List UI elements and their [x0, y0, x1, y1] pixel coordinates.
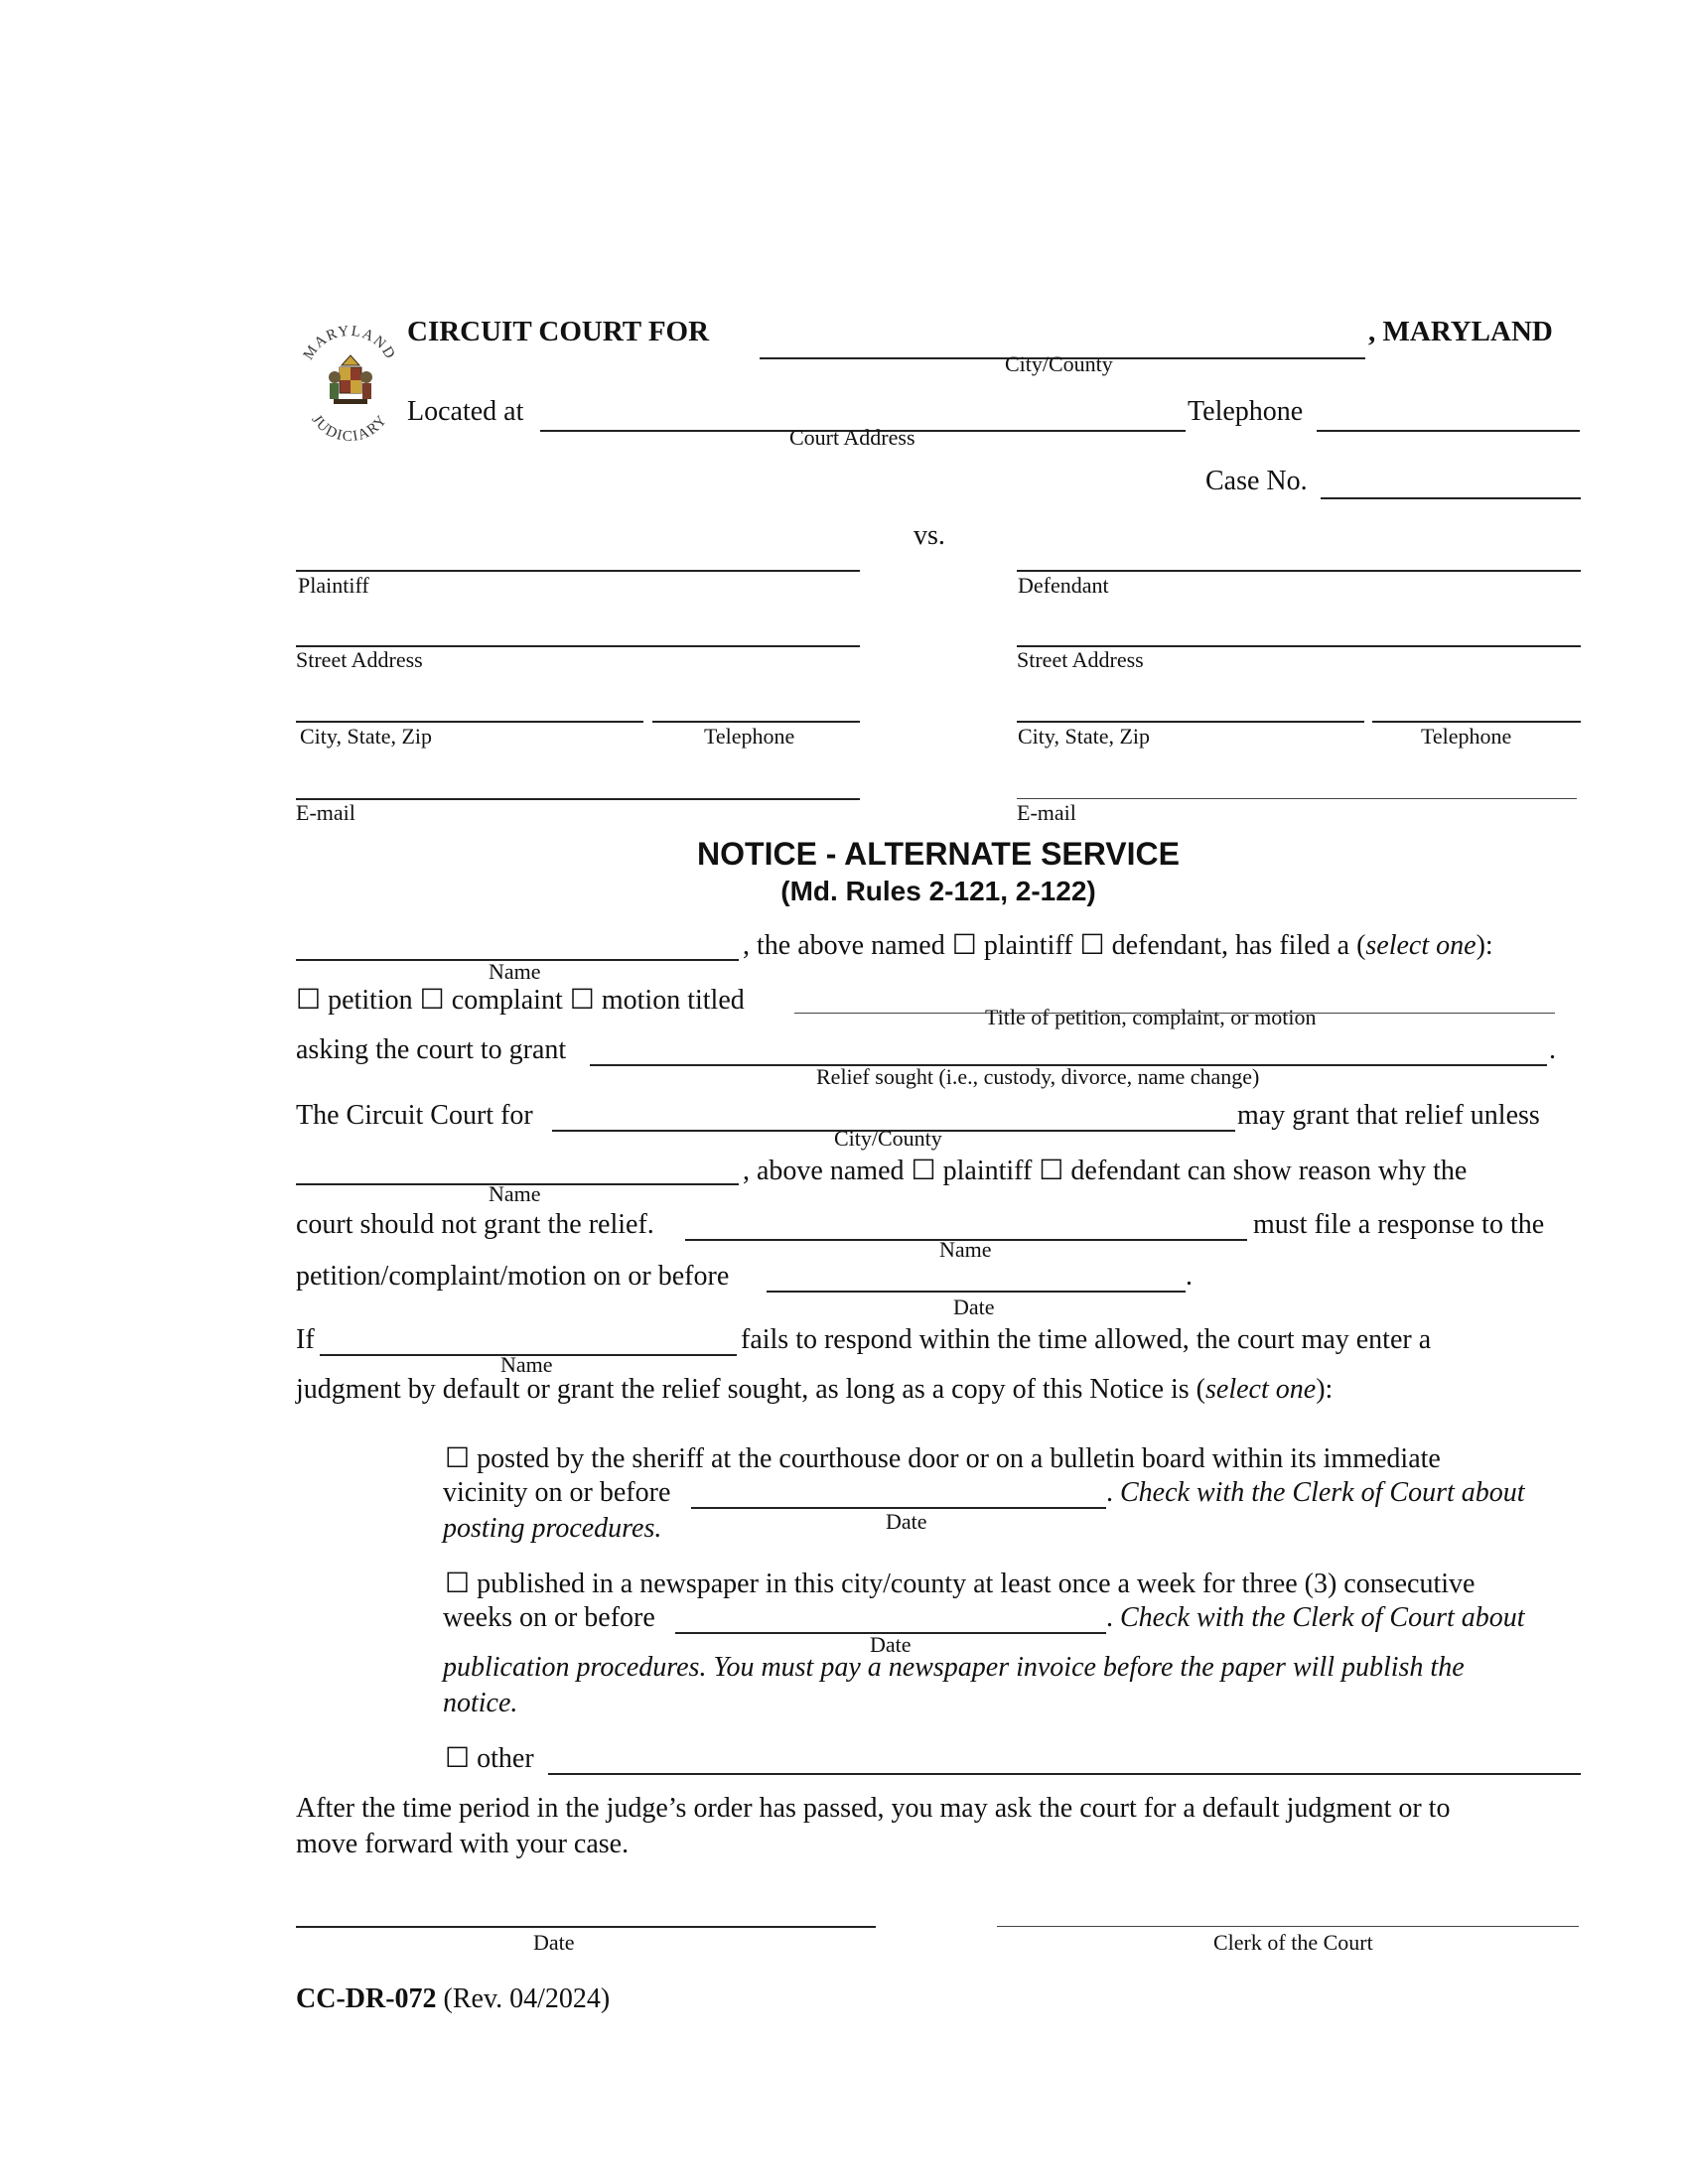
plaintiff-city-line — [296, 721, 643, 723]
above-named-text-2: , above named — [743, 1156, 905, 1186]
signature-date-caption: Date — [533, 1930, 575, 1955]
plaintiff-telephone-field[interactable] — [652, 687, 860, 721]
filer-plaintiff-checkbox[interactable]: ☐ — [951, 930, 977, 961]
circuit-for-text: The Circuit Court for — [296, 1100, 533, 1131]
respondent-plaintiff-checkbox[interactable]: ☐ — [911, 1156, 936, 1186]
petition-checkbox[interactable]: ☐ — [296, 985, 322, 1016]
posted-checkbox[interactable]: ☐ — [445, 1443, 471, 1474]
body-line-5 — [743, 1154, 1467, 1187]
maryland-judiciary-seal — [296, 320, 403, 451]
plaintiff-name-line — [296, 570, 860, 572]
responder-name-field[interactable] — [685, 1205, 1247, 1239]
posted-date-field[interactable] — [691, 1473, 1106, 1507]
city-county-caption: City/County — [1005, 351, 1113, 376]
clerk-signature-line — [997, 1926, 1579, 1927]
posted-vicinity-text: vicinity on or before — [443, 1477, 671, 1508]
defendant-telephone-caption: Telephone — [1421, 724, 1512, 749]
vs-label: vs. — [914, 520, 945, 551]
plaintiff-city-field[interactable] — [296, 687, 643, 721]
published-checkbox[interactable]: ☐ — [445, 1569, 471, 1599]
defendant-city-field[interactable] — [1017, 687, 1364, 721]
relief-period: . — [1549, 1034, 1556, 1065]
show-reason-text: can show reason why the — [1187, 1156, 1468, 1186]
published-check-text: . Check with the Clerk of Court about — [1106, 1602, 1525, 1633]
default-name-field[interactable] — [320, 1320, 737, 1354]
form-footer — [296, 1983, 610, 2015]
respondent-name-field[interactable] — [296, 1150, 739, 1183]
posted-date-caption: Date — [886, 1509, 927, 1534]
filer-name-field[interactable] — [296, 925, 739, 959]
form-title: NOTICE - ALTERNATE SERVICE — [697, 836, 1180, 872]
plaintiff-email-caption: E-mail — [296, 800, 355, 825]
svg-text:JUDICIARY: JUDICIARY — [308, 411, 391, 446]
response-date-line — [767, 1291, 1186, 1293]
publication-procedures-text: publication procedures. You must pay a newspaper invoice before the paper will publish the — [443, 1652, 1465, 1683]
telephone-label: Telephone — [1188, 396, 1304, 427]
motion-titled-label: motion titled — [601, 985, 745, 1016]
svg-text:MARYLAND: MARYLAND — [300, 323, 399, 363]
petition-on-before-text: petition/complaint/motion on or before — [296, 1261, 730, 1292]
defendant-city-caption: City, State, Zip — [1018, 724, 1151, 749]
defendant-name-field[interactable] — [1017, 536, 1581, 570]
filer-defendant-checkbox[interactable]: ☐ — [1079, 930, 1105, 961]
court-telephone-line — [1317, 430, 1580, 432]
if-text: If — [296, 1324, 315, 1355]
form-subtitle: (Md. Rules 2-121, 2-122) — [780, 876, 1096, 906]
signature-date-field[interactable] — [296, 1892, 876, 1926]
defendant-city-line — [1017, 721, 1364, 723]
published-date-field[interactable] — [675, 1598, 1106, 1632]
defendant-street-caption: Street Address — [1017, 647, 1144, 672]
court-should-not-text: court should not grant the relief. — [296, 1209, 654, 1240]
default-name-caption: Name — [500, 1352, 553, 1377]
plaintiff-email-line — [296, 798, 860, 800]
fails-to-respond-text: fails to respond within the time allowed, the court may enter a — [741, 1324, 1432, 1355]
other-label: other — [477, 1743, 534, 1774]
relief-caption: Relief sought (i.e., custody, divorce, name change) — [816, 1064, 1260, 1089]
response-date-period: . — [1186, 1261, 1193, 1292]
case-no-field[interactable] — [1321, 467, 1581, 500]
may-grant-text: may grant that relief unless — [1237, 1100, 1540, 1131]
clerk-caption: Clerk of the Court — [1213, 1930, 1373, 1955]
defendant-street-field[interactable] — [1017, 612, 1581, 645]
petition-label: petition — [328, 985, 413, 1016]
case-no-line — [1321, 497, 1581, 499]
body-line-1 — [743, 928, 1493, 962]
relief-county-caption: City/County — [834, 1126, 942, 1151]
other-checkbox[interactable]: ☐ — [445, 1743, 471, 1774]
complaint-checkbox[interactable]: ☐ — [419, 985, 445, 1016]
published-weeks-text: weeks on or before — [443, 1602, 655, 1633]
response-date-field[interactable] — [767, 1257, 1186, 1291]
plaintiff-city-caption: City, State, Zip — [300, 724, 433, 749]
plaintiff-email-field[interactable] — [296, 764, 860, 798]
asking-text: asking the court to grant — [296, 1034, 567, 1065]
complaint-label: complaint — [451, 985, 563, 1016]
closing-line-1: After the time period in the judge’s order has passed, you may ask the court for a default judgment or to — [296, 1793, 1451, 1824]
filer-name-caption: Name — [489, 959, 541, 984]
defendant-option-label-2: defendant — [1070, 1156, 1181, 1186]
defendant-name-line — [1017, 570, 1581, 572]
title-caption: Title of petition, complaint, or motion — [985, 1005, 1317, 1029]
must-file-text: must file a response to the — [1253, 1209, 1545, 1240]
plaintiff-option-label: plaintiff — [983, 930, 1073, 961]
relief-field[interactable] — [590, 1030, 1547, 1064]
defendant-email-field[interactable] — [1017, 764, 1577, 798]
relief-county-field[interactable] — [552, 1096, 1235, 1130]
plaintiff-telephone-caption: Telephone — [704, 724, 795, 749]
published-text: published in a newspaper in this city/county at least once a week for three (3) consecutive — [477, 1569, 1476, 1599]
respondent-defendant-checkbox[interactable]: ☐ — [1039, 1156, 1064, 1186]
closing-line-2: move forward with your case. — [296, 1829, 630, 1859]
plaintiff-option-label-2: plaintiff — [942, 1156, 1033, 1186]
other-field[interactable] — [548, 1739, 1581, 1773]
respondent-name-caption: Name — [489, 1181, 541, 1206]
response-date-caption: Date — [953, 1295, 995, 1319]
plaintiff-street-caption: Street Address — [296, 647, 423, 672]
motion-checkbox[interactable]: ☐ — [569, 985, 595, 1016]
defendant-telephone-line — [1372, 721, 1581, 723]
other-line — [548, 1773, 1581, 1775]
plaintiff-name-field[interactable] — [296, 536, 860, 570]
defendant-filed-text: defendant, has filed a (select one): — [1111, 930, 1493, 961]
body-line-2 — [296, 983, 745, 1017]
court-telephone-field[interactable] — [1317, 397, 1580, 431]
court-address-caption: Court Address — [789, 425, 915, 450]
form-id: CC-DR-072 — [296, 1983, 437, 2014]
judgment-text: judgment by default or grant the relief sought, as long as a copy of this Notice is (select one): — [296, 1374, 1334, 1405]
published-option-line-1 — [445, 1567, 1475, 1600]
signature-date-line — [296, 1926, 876, 1928]
defendant-caption: Defendant — [1018, 573, 1109, 598]
above-named-text: , the above named — [743, 930, 945, 961]
state-label: , MARYLAND — [1368, 316, 1553, 347]
clerk-signature-field[interactable] — [997, 1892, 1579, 1926]
published-date-caption: Date — [870, 1632, 912, 1657]
defendant-email-caption: E-mail — [1017, 800, 1076, 825]
defendant-email-line — [1017, 798, 1577, 799]
defendant-telephone-field[interactable] — [1372, 687, 1581, 721]
case-no-label: Case No. — [1205, 466, 1308, 496]
plaintiff-caption: Plaintiff — [298, 573, 369, 598]
court-title: CIRCUIT COURT FOR — [407, 316, 710, 347]
other-option — [445, 1741, 534, 1775]
posted-procedures-text: posting procedures. — [443, 1513, 662, 1544]
posted-option-line-1 — [445, 1441, 1441, 1475]
posted-check-text: . Check with the Clerk of Court about — [1106, 1477, 1525, 1508]
notice-text: notice. — [443, 1688, 518, 1718]
responder-name-caption: Name — [939, 1237, 992, 1262]
located-at-label: Located at — [407, 396, 524, 427]
plaintiff-telephone-line — [652, 721, 860, 723]
plaintiff-street-field[interactable] — [296, 612, 860, 645]
posted-text: posted by the sheriff at the courthouse door or on a bulletin board within its immediate — [477, 1443, 1441, 1474]
form-revision: (Rev. 04/2024) — [436, 1983, 611, 2014]
